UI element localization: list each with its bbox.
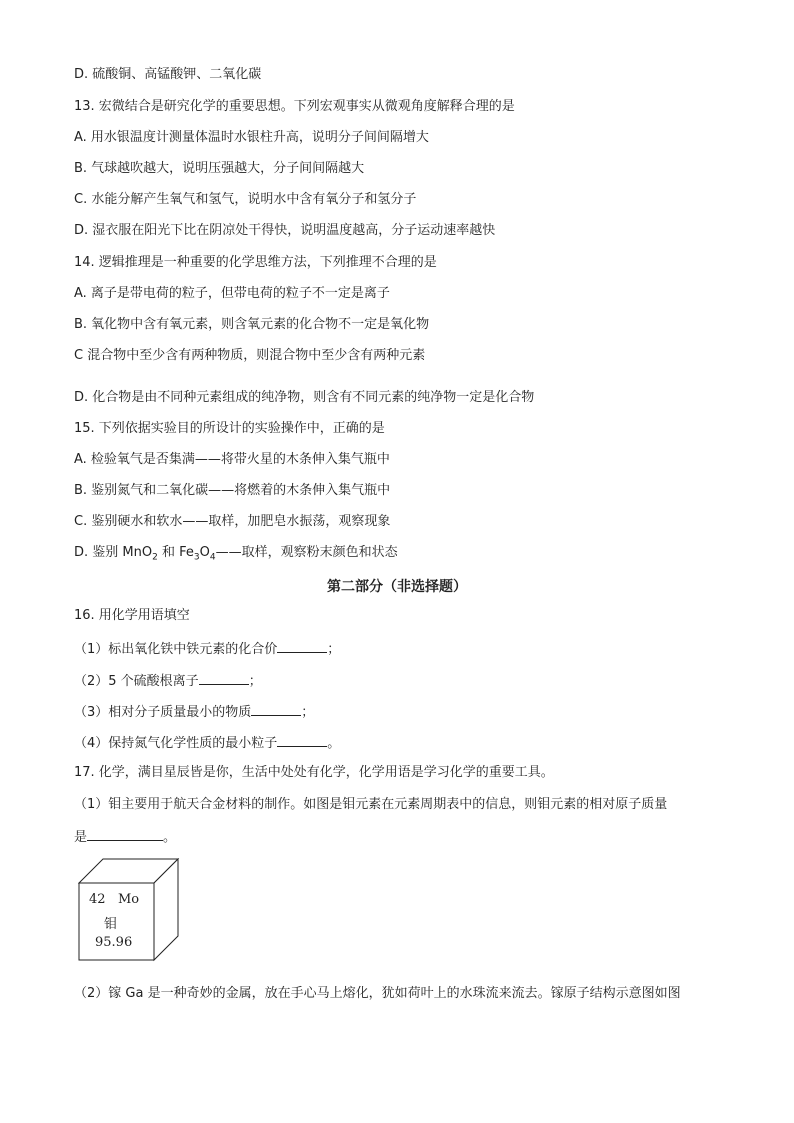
q16-part-1 [74, 639, 340, 659]
q14-option-b: B. 氧化物中含有氧元素，则含氧元素的化合物不一定是氧化物 [74, 317, 430, 332]
q13-option-d: D. 湿衣服在阳光下比在阴凉处干得快，说明温度越高，分子运动速率越快 [74, 223, 496, 238]
text-part: 是 [74, 830, 88, 845]
text-part: （4）保持氮气化学性质的最小粒子 [74, 736, 278, 751]
q17-part-1-cont [74, 827, 176, 847]
question-17: 17. 化学，满目星辰皆是你，生活中处处有化学，化学用语是学习化学的重要工具。 [74, 765, 554, 780]
text-part: O [199, 545, 210, 560]
question-14: 14. 逻辑推理是一种重要的化学思维方法，下列推理不合理的是 [74, 255, 437, 270]
answer-blank[interactable] [199, 671, 249, 685]
text-part: D. 鉴别 MnO [74, 545, 153, 560]
text-part: ； [327, 642, 341, 657]
q16-part-3 [74, 702, 314, 722]
question-15: 15. 下列依据实验目的所设计的实验操作中，正确的是 [74, 421, 385, 436]
q15-option-c: C. 鉴别硬水和软水——取样，加肥皂水振荡，观察现象 [74, 514, 391, 529]
answer-blank[interactable] [251, 702, 301, 716]
q15-option-a: A. 检验氧气是否集满——将带火星的木条伸入集气瓶中 [74, 452, 390, 467]
element-symbol: Mo [118, 892, 140, 907]
text-part: （2）5 个硫酸根离子 [74, 674, 199, 689]
text-part: 。 [163, 830, 177, 845]
subscript: 3 [193, 552, 200, 563]
q13-option-a: A. 用水银温度计测量体温时水银柱升高，说明分子间间隔增大 [74, 130, 429, 145]
option-d-q12: D. 硫酸铜、高锰酸钾、二氧化碳 [74, 67, 262, 82]
text-part: ——取样，观察粉末颜色和状态 [215, 545, 398, 560]
element-atomic-mass: 95.96 [95, 935, 133, 950]
text-part: ； [248, 674, 262, 689]
element-name: 钼 [104, 917, 118, 932]
q17-part-1: （1）钼主要用于航天合金材料的制作。如图是钼元素在元素周期表中的信息，则钼元素的相对原子质量 [74, 797, 668, 812]
q14-option-c: C 混合物中至少含有两种物质，则混合物中至少含有两种元素 [74, 348, 426, 363]
q14-option-a: A. 离子是带电荷的粒子，但带电荷的粒子不一定是离子 [74, 286, 390, 301]
q16-part-4 [74, 733, 340, 753]
text-part: （3）相对分子质量最小的物质 [74, 705, 252, 720]
subscript: 4 [209, 552, 216, 563]
question-16: 16. 用化学用语填空 [74, 608, 190, 623]
section-title: 第二部分（非选择题） [327, 579, 467, 595]
answer-blank[interactable] [87, 827, 163, 841]
q13-option-c: C. 水能分解产生氧气和氢气，说明水中含有氧分子和氢分子 [74, 192, 417, 207]
answer-blank[interactable] [277, 639, 327, 653]
text-part: （1）标出氧化铁中铁元素的化合价 [74, 642, 278, 657]
q14-option-d: D. 化合物是由不同种元素组成的纯净物，则含有不同元素的纯净物一定是化合物 [74, 390, 535, 405]
text-part: 和 Fe [157, 545, 194, 560]
subscript: 2 [152, 552, 158, 563]
answer-blank[interactable] [277, 733, 327, 747]
q17-part-2: （2）镓 Ga 是一种奇妙的金属，放在手心马上熔化，犹如荷叶上的水珠流来流去。镓原子结构示意图如图 [74, 986, 681, 1001]
q15-option-b: B. 鉴别氮气和二氧化碳——将燃着的木条伸入集气瓶中 [74, 483, 391, 498]
q13-option-b: B. 气球越吹越大，说明压强越大，分子间间隔越大 [74, 161, 365, 176]
text-part: ； [301, 705, 315, 720]
q15-option-d [74, 544, 398, 567]
question-13: 13. 宏微结合是研究化学的重要思想。下列宏观事实从微观角度解释合理的是 [74, 99, 515, 114]
text-part: 。 [327, 736, 341, 751]
element-atomic-number: 42 [89, 892, 106, 907]
q16-part-2 [74, 671, 262, 691]
